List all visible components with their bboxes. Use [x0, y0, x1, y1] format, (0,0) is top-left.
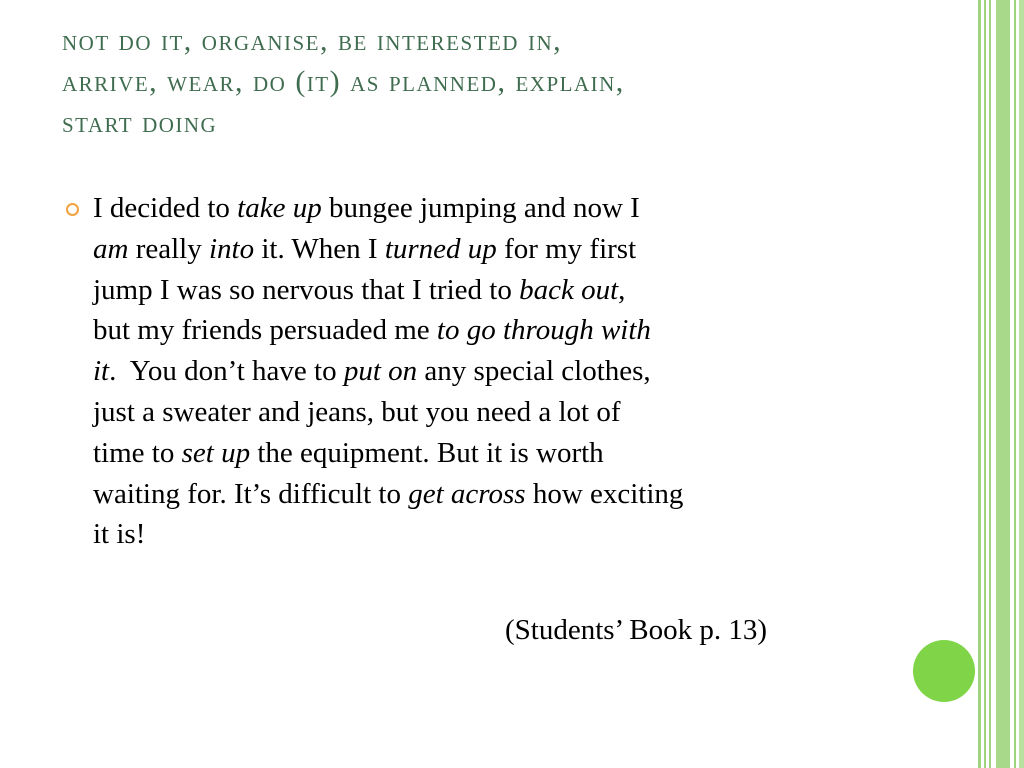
text: bungee jumping and now I	[321, 192, 640, 224]
text: time to	[93, 436, 182, 469]
paragraph-line	[93, 474, 913, 515]
accent-bar	[996, 0, 1010, 768]
text: jump I was so nervous that I tried to	[93, 273, 520, 306]
accent-bar	[989, 0, 991, 768]
paragraph-line	[93, 270, 913, 311]
text: how exciting	[525, 477, 684, 510]
slide-title	[62, 20, 942, 143]
phrasal-verb: turned up	[384, 232, 497, 265]
phrasal-verb: set up	[181, 436, 251, 469]
phrasal-verb: take up	[237, 192, 322, 224]
text: I decided to	[93, 192, 238, 224]
accent-bar	[984, 0, 986, 768]
paragraph-line	[93, 229, 913, 270]
citation: (Students’ Book p. 13)	[505, 614, 768, 646]
title-line: arrive, wear, do (it) as planned, explain,	[62, 65, 625, 98]
text: just a sweater and jeans, but you need a lot of	[93, 395, 621, 428]
text: ,	[618, 273, 626, 306]
paragraph-line	[93, 433, 913, 474]
paragraph-line	[93, 188, 913, 229]
paragraph-line	[93, 514, 913, 555]
body-paragraph	[93, 188, 913, 555]
text: waiting for. It’s difficult to	[93, 477, 409, 510]
paragraph-line	[93, 351, 913, 392]
phrasal-verb: into	[208, 232, 255, 265]
paragraph-line	[93, 310, 913, 351]
text: any special clothes,	[417, 355, 651, 388]
accent-bar	[978, 0, 981, 768]
text: it. When I	[254, 232, 385, 265]
paragraph-line	[93, 392, 913, 433]
phrasal-verb: it	[93, 355, 110, 388]
text: . You don’t have to	[109, 355, 344, 388]
phrasal-verb: put on	[343, 355, 418, 388]
phrasal-verb: am	[93, 232, 129, 265]
text: really	[128, 232, 209, 265]
text: for my first	[496, 232, 637, 265]
text: it is!	[93, 518, 146, 551]
accent-bar	[1019, 0, 1024, 768]
text: the equipment. But it is worth	[250, 436, 604, 469]
bullet-icon	[66, 203, 79, 216]
text: but my friends persuaded me	[93, 314, 437, 347]
accent-bar	[1014, 0, 1016, 768]
phrasal-verb: get across	[408, 477, 526, 510]
decorative-dot	[913, 640, 975, 702]
title-line: start doing	[62, 106, 218, 139]
phrasal-verb: to go through with	[436, 314, 651, 347]
title-line: not do it, organise, be interested in,	[62, 24, 563, 57]
phrasal-verb: back out	[519, 273, 619, 306]
